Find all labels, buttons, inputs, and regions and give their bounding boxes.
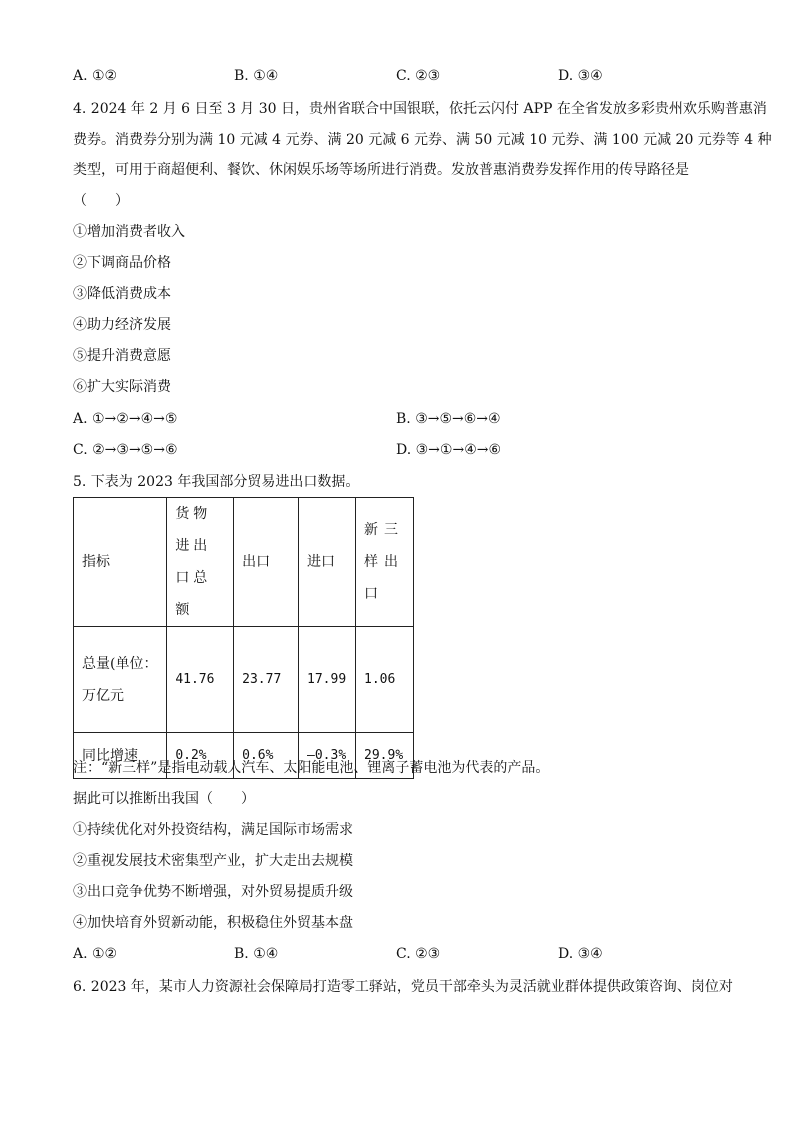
q3-option-b: B. ①④ (234, 68, 279, 84)
q5-option-b: B. ①④ (234, 946, 279, 962)
q4-option-a: A. ①→②→④→⑤ (73, 411, 178, 427)
header-indicator: 指标 (74, 498, 167, 627)
q5-question: 据此可以推断出我国（ ） (73, 791, 255, 807)
q4-item-2: ②下调商品价格 (73, 255, 171, 271)
q4-stem-line-1: 4. 2024 年 2 月 6 日至 3 月 30 日，贵州省联合中国银联，依托云闪付 APP 在全省发放多彩贵州欢乐购普惠消 (73, 101, 767, 117)
q4-item-6: ⑥扩大实际消费 (73, 379, 171, 395)
q5-option-c: C. ②③ (396, 946, 441, 962)
q5-option-a: A. ①② (73, 946, 118, 962)
table-header-row (74, 498, 414, 627)
q5-option-d: D. ③④ (558, 946, 603, 962)
q4-item-3: ③降低消费成本 (73, 286, 171, 302)
q5-item-3: ③出口竞争优势不断增强，对外贸易提质升级 (73, 884, 353, 900)
cell-growth-new-three: 29.9% (356, 733, 414, 779)
q5-item-1: ①持续优化对外投资结构，满足国际市场需求 (73, 822, 353, 838)
q5-item-2: ②重视发展技术密集型产业，扩大走出去规模 (73, 853, 353, 869)
q4-item-4: ④助力经济发展 (73, 317, 171, 333)
q3-option-a: A. ①② (73, 68, 118, 84)
cell-growth-import: —0.3% (299, 733, 356, 779)
header-new-three: 新三样出口 (356, 498, 414, 627)
q3-option-d: D. ③④ (558, 68, 603, 84)
q4-option-d: D. ③→①→④→⑥ (396, 442, 502, 458)
row-label-total: 总量(单位：万亿元 (74, 627, 167, 733)
trade-data-table (73, 497, 414, 779)
q5-item-4: ④加快培育外贸新动能，积极稳住外贸基本盘 (73, 915, 353, 931)
q4-stem-line-3: 类型，可用于商超便利、餐饮、休闲娱乐场等场所进行消费。发放普惠消费券发挥作用的传导路径是 (73, 162, 689, 178)
q6-stem-line-1: 6. 2023 年，某市人力资源社会保障局打造零工驿站，党员干部牵头为灵活就业群体提供政策咨询、岗位对 (73, 979, 733, 995)
cell-growth-export: 0.6% (234, 733, 299, 779)
q4-item-5: ⑤提升消费意愿 (73, 348, 171, 364)
table-row-total (74, 627, 414, 733)
cell-growth-trade: 0.2% (167, 733, 234, 779)
q4-stem-line-2: 费券。消费券分别为满 10 元减 4 元券、满 20 元减 6 元券、满 50 元减 10 元券、满 100 元减 20 元券等 4 种 (73, 132, 772, 148)
q4-item-1: ①增加消费者收入 (73, 224, 185, 240)
cell-total-new-three: 1.06 (356, 627, 414, 733)
q4-option-b: B. ③→⑤→⑥→④ (396, 411, 501, 427)
header-export: 出口 (234, 498, 299, 627)
row-label-growth: 同比增速 (74, 733, 167, 779)
cell-total-trade: 41.76 (167, 627, 234, 733)
q3-option-c: C. ②③ (396, 68, 441, 84)
cell-total-import: 17.99 (299, 627, 356, 733)
cell-total-export: 23.77 (234, 627, 299, 733)
q4-answer-blank: （ ） (73, 193, 129, 209)
q5-note: 注：“新三样”是指电动载人汽车、太阳能电池、锂离子蓄电池为代表的产品。 (73, 760, 550, 776)
q4-option-c: C. ②→③→⑤→⑥ (73, 442, 178, 458)
header-import: 进口 (299, 498, 356, 627)
q5-intro: 5. 下表为 2023 年我国部分贸易进出口数据。 (73, 474, 360, 490)
header-total-trade: 货物进出口总额 (167, 498, 234, 627)
